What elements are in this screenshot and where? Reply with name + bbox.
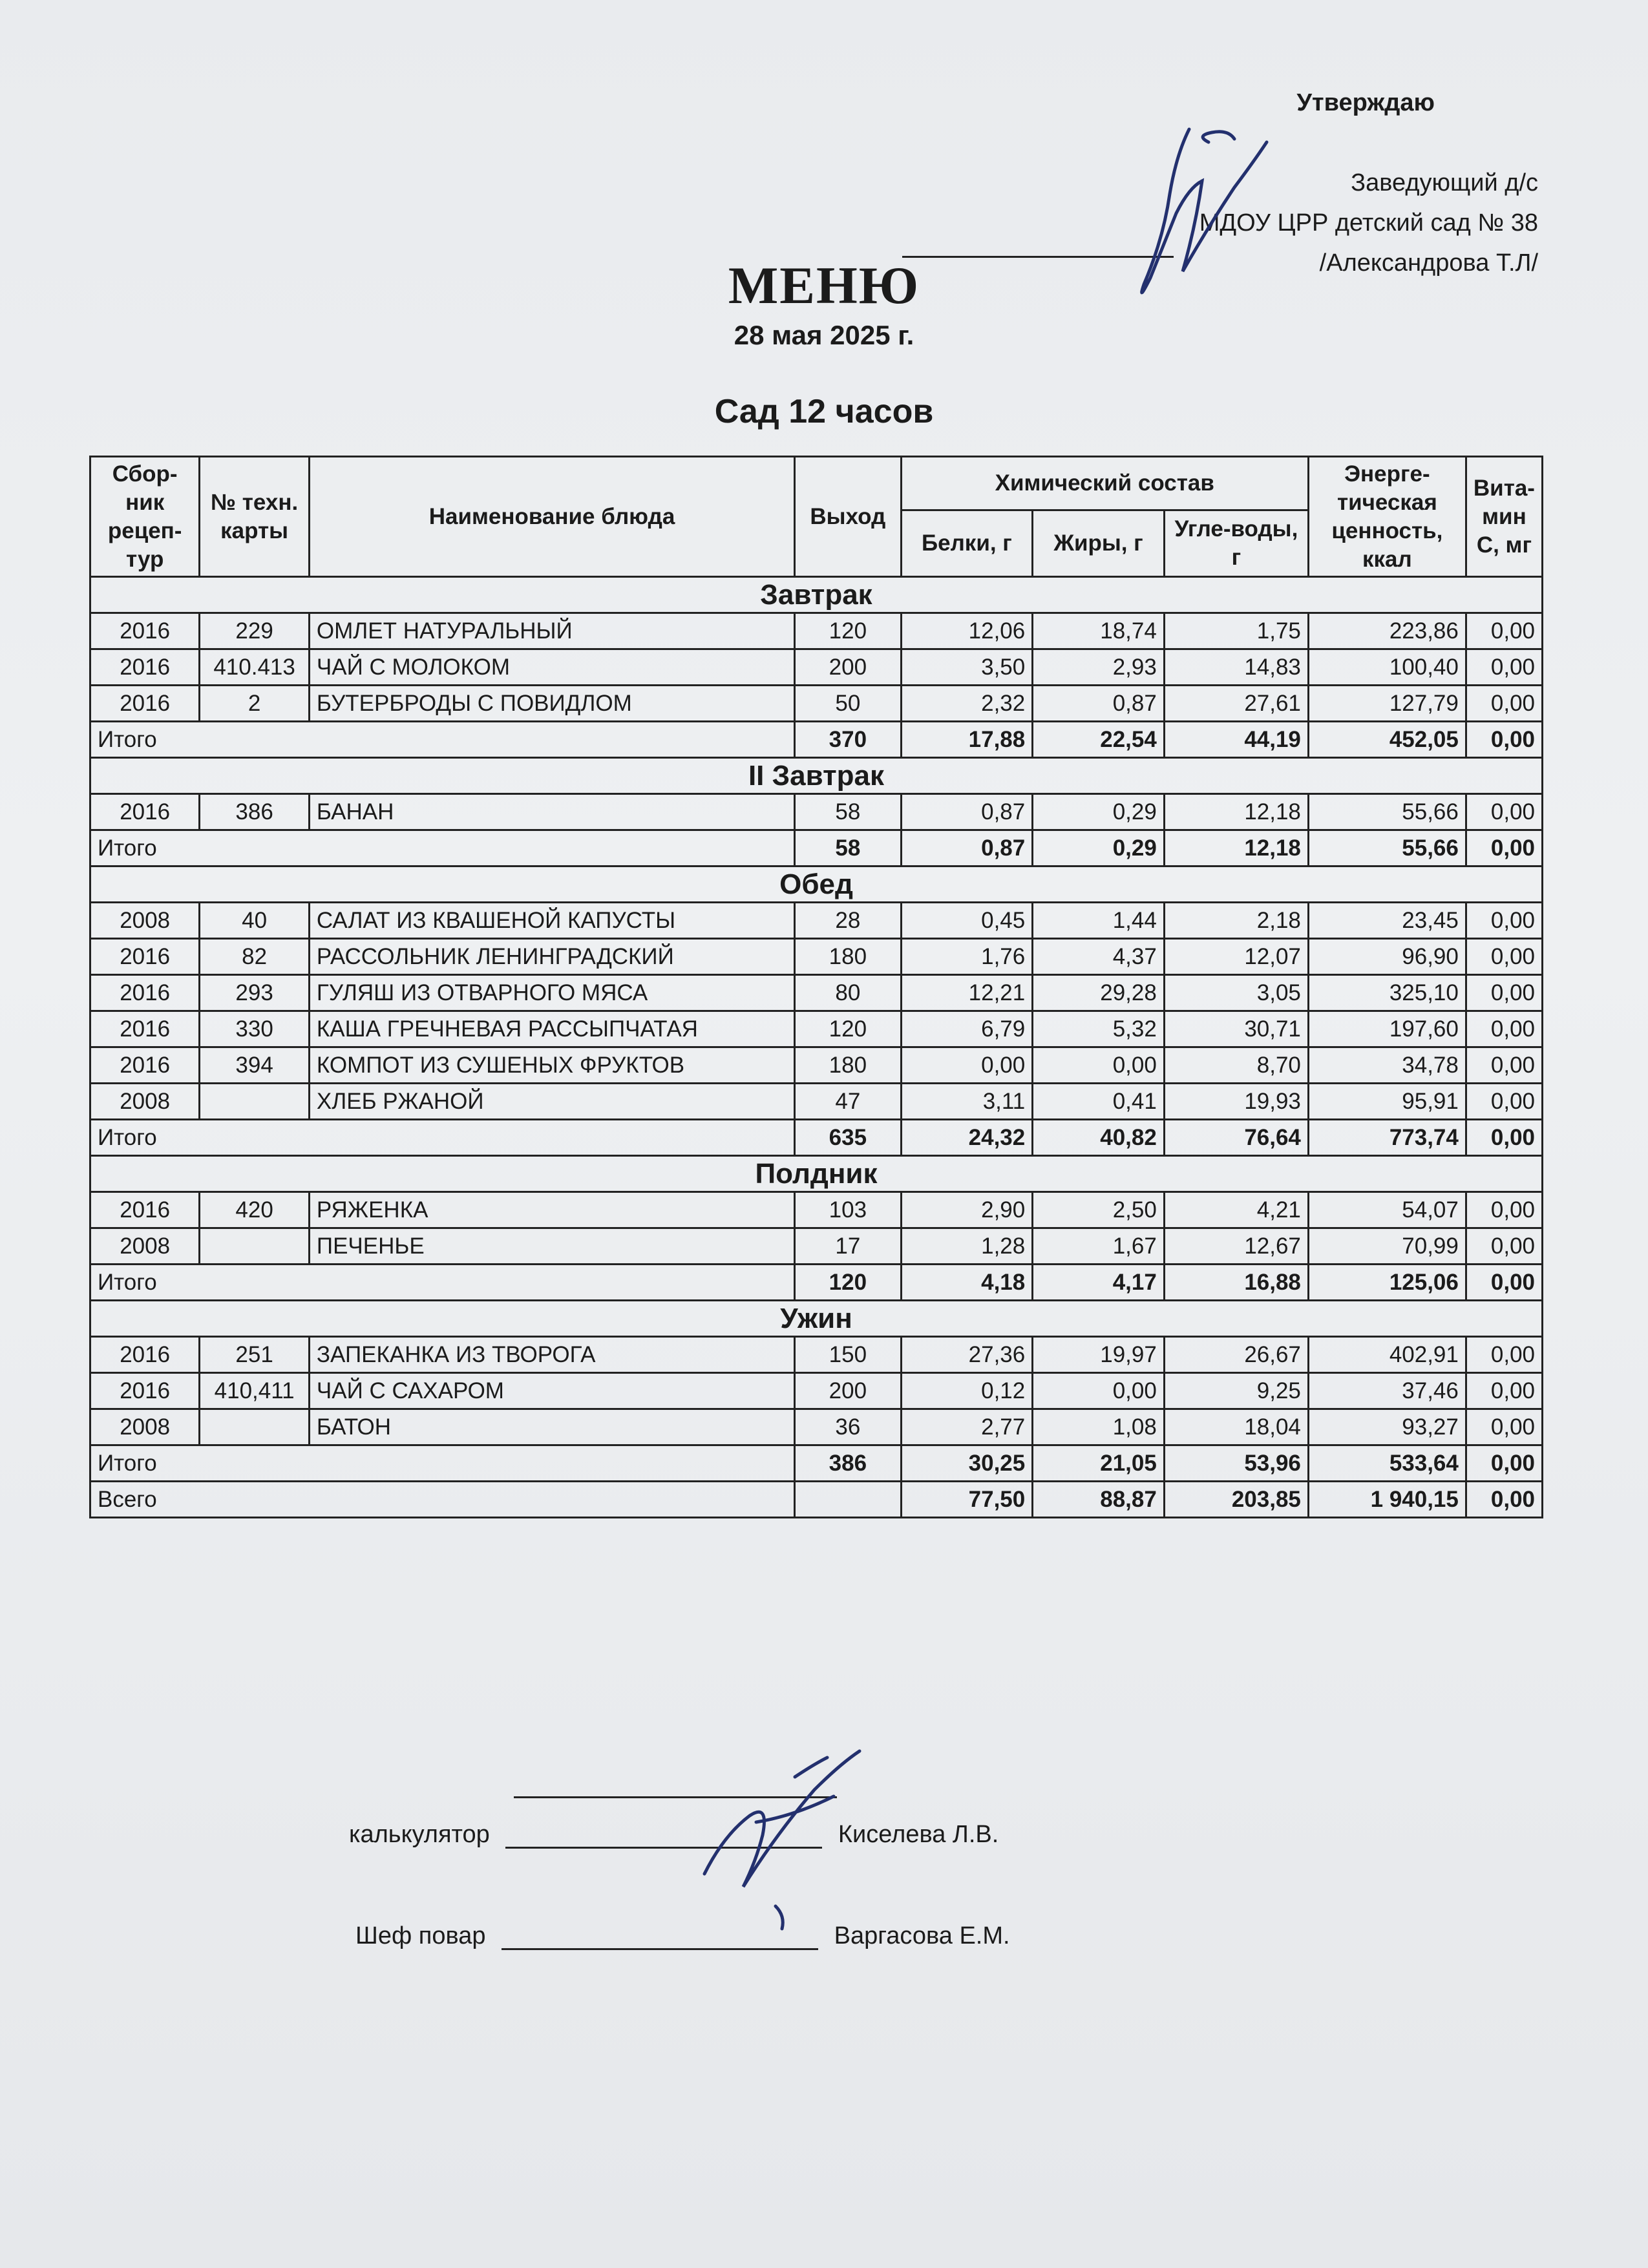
approval-position: Заведующий д/с xyxy=(1351,169,1538,196)
table-cell xyxy=(200,1084,310,1120)
table-cell: 200 xyxy=(795,1373,901,1409)
grand-total-cell xyxy=(795,1482,901,1518)
table-cell: КОМПОТ ИЗ СУШЕНЫХ ФРУКТОВ xyxy=(309,1047,794,1084)
table-cell: 420 xyxy=(200,1192,310,1228)
grand-total-cell: 77,50 xyxy=(901,1482,1033,1518)
table-cell: 127,79 xyxy=(1308,686,1466,722)
chef-signature-mark xyxy=(763,1893,808,1938)
table-cell: 9,25 xyxy=(1164,1373,1308,1409)
table-cell: 0,00 xyxy=(1466,1228,1542,1265)
approval-title: Утверждаю xyxy=(1296,89,1435,116)
table-cell: САЛАТ ИЗ КВАШЕНОЙ КАПУСТЫ xyxy=(309,903,794,939)
total-cell: 635 xyxy=(795,1120,901,1156)
grand-total-row xyxy=(90,1482,1543,1518)
total-cell: 533,64 xyxy=(1308,1445,1466,1482)
table-cell: 0,45 xyxy=(901,903,1033,939)
section-title: Полдник xyxy=(90,1156,1543,1192)
menu-subtitle: Сад 12 часов xyxy=(714,393,934,430)
table-cell: 0,00 xyxy=(1466,903,1542,939)
table-cell: 55,66 xyxy=(1308,794,1466,830)
total-cell: 44,19 xyxy=(1164,722,1308,758)
col-card: № техн. карты xyxy=(200,457,310,577)
table-cell: 2,32 xyxy=(901,686,1033,722)
total-cell: 40,82 xyxy=(1033,1120,1165,1156)
table-row xyxy=(90,1409,1543,1445)
chef-name: Варгасова Е.М. xyxy=(834,1922,1010,1949)
total-cell: 17,88 xyxy=(901,722,1033,758)
table-cell: 2,50 xyxy=(1033,1192,1165,1228)
table-cell: 2016 xyxy=(90,1337,200,1373)
table-cell: 2016 xyxy=(90,1192,200,1228)
table-cell: 0,12 xyxy=(901,1373,1033,1409)
table-row xyxy=(90,975,1543,1011)
section-row xyxy=(90,758,1543,794)
table-cell: 1,44 xyxy=(1033,903,1165,939)
table-cell: 93,27 xyxy=(1308,1409,1466,1445)
page-title: МЕНЮ xyxy=(728,256,920,315)
total-cell: 4,18 xyxy=(901,1265,1033,1301)
table-row xyxy=(90,903,1543,939)
table-cell: 2016 xyxy=(90,1373,200,1409)
table-cell: 180 xyxy=(795,1047,901,1084)
grand-total-cell: 1 940,15 xyxy=(1308,1482,1466,1518)
total-cell: 0,00 xyxy=(1466,722,1542,758)
table-cell: 0,00 xyxy=(1466,1409,1542,1445)
section-row xyxy=(90,866,1543,903)
total-cell: 4,17 xyxy=(1033,1265,1165,1301)
total-cell: 53,96 xyxy=(1164,1445,1308,1482)
table-cell: 1,75 xyxy=(1164,613,1308,649)
total-cell: 30,25 xyxy=(901,1445,1033,1482)
table-cell: 54,07 xyxy=(1308,1192,1466,1228)
section-title: Обед xyxy=(90,866,1543,903)
table-cell: РАССОЛЬНИК ЛЕНИНГРАДСКИЙ xyxy=(309,939,794,975)
table-cell: 2016 xyxy=(90,794,200,830)
table-cell: 18,04 xyxy=(1164,1409,1308,1445)
table-cell: 0,00 xyxy=(1466,1084,1542,1120)
table-cell: 14,83 xyxy=(1164,649,1308,686)
table-cell: 0,00 xyxy=(1466,649,1542,686)
table-cell: 6,79 xyxy=(901,1011,1033,1047)
table-cell: 30,71 xyxy=(1164,1011,1308,1047)
table-cell: ОМЛЕТ НАТУРАЛЬНЫЙ xyxy=(309,613,794,649)
total-cell: 0,00 xyxy=(1466,1445,1542,1482)
calculator-role: калькулятор xyxy=(349,1821,490,1848)
table-cell: 23,45 xyxy=(1308,903,1466,939)
table-row xyxy=(90,1228,1543,1265)
table-cell: 27,61 xyxy=(1164,686,1308,722)
section-row xyxy=(90,1301,1543,1337)
table-row xyxy=(90,1192,1543,1228)
table-cell: РЯЖЕНКА xyxy=(309,1192,794,1228)
table-cell: 29,28 xyxy=(1033,975,1165,1011)
table-cell: 37,46 xyxy=(1308,1373,1466,1409)
total-cell: 0,87 xyxy=(901,830,1033,866)
total-cell: 0,00 xyxy=(1466,1265,1542,1301)
table-cell: 8,70 xyxy=(1164,1047,1308,1084)
total-label: Итого xyxy=(90,1445,795,1482)
table-cell: 12,67 xyxy=(1164,1228,1308,1265)
table-cell: 0,00 xyxy=(901,1047,1033,1084)
table-cell: 5,32 xyxy=(1033,1011,1165,1047)
col-chemical: Химический состав xyxy=(901,457,1308,510)
table-cell: 3,05 xyxy=(1164,975,1308,1011)
table-cell: 4,21 xyxy=(1164,1192,1308,1228)
table-cell: 0,00 xyxy=(1466,1047,1542,1084)
table-cell: 2 xyxy=(200,686,310,722)
table-cell: 0,00 xyxy=(1466,686,1542,722)
total-cell: 0,29 xyxy=(1033,830,1165,866)
total-cell: 55,66 xyxy=(1308,830,1466,866)
table-cell: ЧАЙ С САХАРОМ xyxy=(309,1373,794,1409)
table-cell: 47 xyxy=(795,1084,901,1120)
total-row xyxy=(90,1265,1543,1301)
chef-signature-row xyxy=(355,1922,1010,1950)
col-vitamin: Вита-мин С, мг xyxy=(1466,457,1542,577)
table-cell: 0,87 xyxy=(1033,686,1165,722)
table-cell: 2,90 xyxy=(901,1192,1033,1228)
table-cell: 251 xyxy=(200,1337,310,1373)
table-cell: 410.413 xyxy=(200,649,310,686)
table-cell: 12,21 xyxy=(901,975,1033,1011)
table-cell: 100,40 xyxy=(1308,649,1466,686)
total-label: Итого xyxy=(90,1120,795,1156)
table-cell: 1,28 xyxy=(901,1228,1033,1265)
table-cell: 2016 xyxy=(90,975,200,1011)
total-cell: 24,32 xyxy=(901,1120,1033,1156)
grand-total-cell: 203,85 xyxy=(1164,1482,1308,1518)
table-cell: ЗАПЕКАНКА ИЗ ТВОРОГА xyxy=(309,1337,794,1373)
section-row xyxy=(90,1156,1543,1192)
menu-date: 28 мая 2025 г. xyxy=(734,320,914,350)
grand-total-cell: 88,87 xyxy=(1033,1482,1165,1518)
table-cell: 120 xyxy=(795,1011,901,1047)
table-cell: 2008 xyxy=(90,903,200,939)
table-cell: 2016 xyxy=(90,613,200,649)
table-row xyxy=(90,1337,1543,1373)
table-cell: 0,00 xyxy=(1466,975,1542,1011)
menu-table xyxy=(89,456,1543,1518)
table-cell: 2008 xyxy=(90,1409,200,1445)
table-cell: 0,00 xyxy=(1466,1011,1542,1047)
table-cell: ХЛЕБ РЖАНОЙ xyxy=(309,1084,794,1120)
table-cell: 95,91 xyxy=(1308,1084,1466,1120)
table-cell: 1,67 xyxy=(1033,1228,1165,1265)
table-cell: 0,00 xyxy=(1033,1047,1165,1084)
table-cell: 180 xyxy=(795,939,901,975)
table-cell: 200 xyxy=(795,649,901,686)
table-row xyxy=(90,1047,1543,1084)
approval-name: /Александрова Т.Л/ xyxy=(1319,249,1538,277)
section-row xyxy=(90,577,1543,613)
table-cell: 36 xyxy=(795,1409,901,1445)
section-title: Завтрак xyxy=(90,577,1543,613)
chef-signature-line xyxy=(502,1948,818,1950)
table-cell: 4,37 xyxy=(1033,939,1165,975)
table-cell: 386 xyxy=(200,794,310,830)
table-row xyxy=(90,613,1543,649)
calculator-name: Киселева Л.В. xyxy=(838,1821,999,1848)
table-cell: 2,18 xyxy=(1164,903,1308,939)
table-cell: 0,00 xyxy=(1466,613,1542,649)
table-cell: 410,411 xyxy=(200,1373,310,1409)
table-cell: 223,86 xyxy=(1308,613,1466,649)
total-cell: 76,64 xyxy=(1164,1120,1308,1156)
total-cell: 452,05 xyxy=(1308,722,1466,758)
grand-total-label: Всего xyxy=(90,1482,795,1518)
calculator-signature xyxy=(666,1738,872,1900)
table-row xyxy=(90,686,1543,722)
table-body xyxy=(90,577,1543,1518)
col-carbs: Угле-воды, г xyxy=(1164,510,1308,577)
table-cell: 2008 xyxy=(90,1084,200,1120)
total-cell: 370 xyxy=(795,722,901,758)
table-cell: 2016 xyxy=(90,649,200,686)
table-cell: 0,00 xyxy=(1466,1337,1542,1373)
table-cell: БУТЕРБРОДЫ С ПОВИДЛОМ xyxy=(309,686,794,722)
table-cell xyxy=(200,1409,310,1445)
grand-total-cell: 0,00 xyxy=(1466,1482,1542,1518)
table-cell: 394 xyxy=(200,1047,310,1084)
total-cell: 16,88 xyxy=(1164,1265,1308,1301)
table-cell: 28 xyxy=(795,903,901,939)
total-cell: 773,74 xyxy=(1308,1120,1466,1156)
table-cell: 70,99 xyxy=(1308,1228,1466,1265)
table-row xyxy=(90,939,1543,975)
table-cell: ПЕЧЕНЬЕ xyxy=(309,1228,794,1265)
table-cell: 402,91 xyxy=(1308,1337,1466,1373)
table-cell xyxy=(200,1228,310,1265)
total-cell: 386 xyxy=(795,1445,901,1482)
table-cell: 0,00 xyxy=(1466,939,1542,975)
table-cell: 12,07 xyxy=(1164,939,1308,975)
table-row xyxy=(90,794,1543,830)
table-cell: 0,29 xyxy=(1033,794,1165,830)
table-cell: 0,00 xyxy=(1466,794,1542,830)
total-cell: 0,00 xyxy=(1466,830,1542,866)
total-cell: 12,18 xyxy=(1164,830,1308,866)
table-cell: 1,76 xyxy=(901,939,1033,975)
table-cell: 2,77 xyxy=(901,1409,1033,1445)
table-cell: ГУЛЯШ ИЗ ОТВАРНОГО МЯСА xyxy=(309,975,794,1011)
table-cell: 2016 xyxy=(90,1011,200,1047)
table-cell: 2016 xyxy=(90,1047,200,1084)
table-cell: 17 xyxy=(795,1228,901,1265)
section-title: Ужин xyxy=(90,1301,1543,1337)
table-cell: 0,87 xyxy=(901,794,1033,830)
col-output: Выход xyxy=(795,457,901,577)
total-cell: 21,05 xyxy=(1033,1445,1165,1482)
table-cell: 2016 xyxy=(90,939,200,975)
approval-organization: МДОУ ЦРР детский сад № 38 xyxy=(1199,209,1538,236)
table-cell: 2016 xyxy=(90,686,200,722)
table-header xyxy=(90,457,1543,577)
total-label: Итого xyxy=(90,830,795,866)
table-cell: 82 xyxy=(200,939,310,975)
table-cell: 0,41 xyxy=(1033,1084,1165,1120)
table-row xyxy=(90,1011,1543,1047)
table-cell: 26,67 xyxy=(1164,1337,1308,1373)
table-row xyxy=(90,1373,1543,1409)
table-cell: 12,18 xyxy=(1164,794,1308,830)
total-row xyxy=(90,830,1543,866)
col-energy: Энерге-тическая ценность, ккал xyxy=(1308,457,1466,577)
table-cell: ЧАЙ С МОЛОКОМ xyxy=(309,649,794,686)
table-cell: 150 xyxy=(795,1337,901,1373)
total-cell: 125,06 xyxy=(1308,1265,1466,1301)
table-cell: БАТОН xyxy=(309,1409,794,1445)
table-cell: 58 xyxy=(795,794,901,830)
total-label: Итого xyxy=(90,1265,795,1301)
table-cell: 19,97 xyxy=(1033,1337,1165,1373)
table-cell: 2008 xyxy=(90,1228,200,1265)
table-cell: 80 xyxy=(795,975,901,1011)
table-cell: 34,78 xyxy=(1308,1047,1466,1084)
table-cell: 3,11 xyxy=(901,1084,1033,1120)
table-row xyxy=(90,649,1543,686)
total-row xyxy=(90,1120,1543,1156)
table-cell: 229 xyxy=(200,613,310,649)
col-dish-name: Наименование блюда xyxy=(309,457,794,577)
table-cell: 0,00 xyxy=(1033,1373,1165,1409)
total-label: Итого xyxy=(90,722,795,758)
col-collection: Сбор-ник рецеп-тур xyxy=(90,457,200,577)
col-fats: Жиры, г xyxy=(1033,510,1165,577)
table-cell: 0,00 xyxy=(1466,1192,1542,1228)
table-cell: 50 xyxy=(795,686,901,722)
table-cell: 197,60 xyxy=(1308,1011,1466,1047)
total-cell: 58 xyxy=(795,830,901,866)
col-proteins: Белки, г xyxy=(901,510,1033,577)
table-cell: 40 xyxy=(200,903,310,939)
table-cell: 120 xyxy=(795,613,901,649)
table-cell: 3,50 xyxy=(901,649,1033,686)
total-row xyxy=(90,722,1543,758)
table-cell: 12,06 xyxy=(901,613,1033,649)
total-cell: 22,54 xyxy=(1033,722,1165,758)
total-cell: 0,00 xyxy=(1466,1120,1542,1156)
total-row xyxy=(90,1445,1543,1482)
table-cell: БАНАН xyxy=(309,794,794,830)
section-title: II Завтрак xyxy=(90,758,1543,794)
table-cell: 27,36 xyxy=(901,1337,1033,1373)
table-cell: 19,93 xyxy=(1164,1084,1308,1120)
table-cell: 18,74 xyxy=(1033,613,1165,649)
table-cell: 330 xyxy=(200,1011,310,1047)
table-cell: 103 xyxy=(795,1192,901,1228)
table-cell: 0,00 xyxy=(1466,1373,1542,1409)
table-cell: КАША ГРЕЧНЕВАЯ РАССЫПЧАТАЯ xyxy=(309,1011,794,1047)
total-cell: 120 xyxy=(795,1265,901,1301)
table-cell: 2,93 xyxy=(1033,649,1165,686)
table-row xyxy=(90,1084,1543,1120)
table-cell: 1,08 xyxy=(1033,1409,1165,1445)
table-cell: 293 xyxy=(200,975,310,1011)
chef-role: Шеф повар xyxy=(355,1922,486,1949)
table-cell: 96,90 xyxy=(1308,939,1466,975)
table-cell: 325,10 xyxy=(1308,975,1466,1011)
